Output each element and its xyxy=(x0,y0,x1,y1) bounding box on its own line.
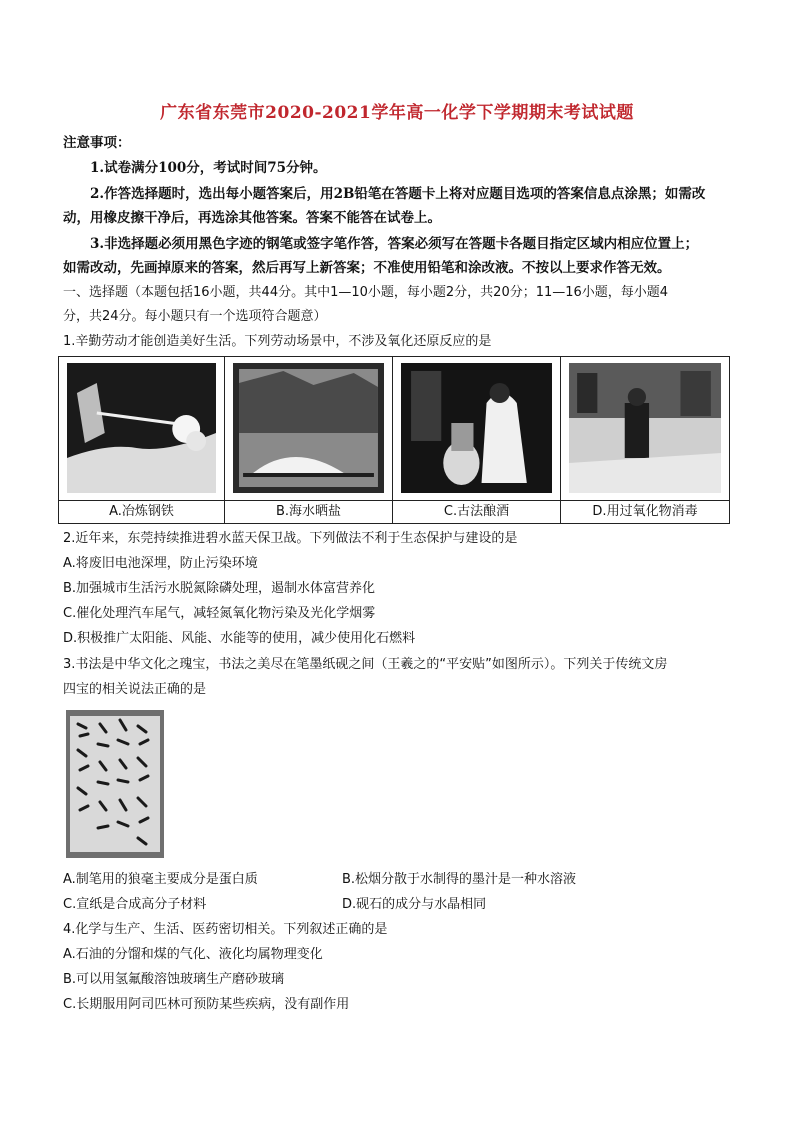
question-3-option-d: D.砚石的成分与水晶相同 xyxy=(342,897,487,912)
notice-item-2-line-2: 动，用橡皮擦干净后，再选涂其他答案。答案不能答在试卷上。 xyxy=(63,210,441,226)
question-1-image-table xyxy=(58,356,730,524)
page-title: 广东省东莞市2020-2021学年高一化学下学期期末考试试题 xyxy=(160,103,634,123)
question-4-stem: 4.化学与生产、生活、医药密切相关。下列叙述正确的是 xyxy=(63,922,388,937)
option-a-label: A.冶炼钢铁 xyxy=(59,500,224,523)
question-2-option-b: B.加强城市生活污水脱氮除磷处理，遏制水体富营养化 xyxy=(63,581,376,596)
option-c-label: C.古法酿酒 xyxy=(393,500,560,523)
question-3-stem-line-2: 四宝的相关说法正确的是 xyxy=(63,682,207,697)
option-d-label: D.用过氧化物消毒 xyxy=(561,500,729,523)
question-2-stem: 2.近年来，东莞持续推进碧水蓝天保卫战。下列做法不利于生态保护与建设的是 xyxy=(63,531,518,546)
option-b-cell xyxy=(225,357,393,523)
calligraphy-image xyxy=(66,710,164,858)
question-2-option-d: D.积极推广太阳能、风能、水能等的使用，减少使用化石燃料 xyxy=(63,631,416,646)
question-1-stem: 1.辛勤劳动才能创造美好生活。下列劳动场景中，不涉及氧化还原反应的是 xyxy=(63,334,492,349)
question-3-option-c: C.宣纸是合成高分子材料 xyxy=(63,897,207,912)
question-3-option-a: A.制笔用的狼毫主要成分是蛋白质 xyxy=(63,872,258,887)
sea-salt-drying-photo xyxy=(233,363,384,493)
section-1-heading-line-2: 分，共24分。每小题只有一个选项符合题意） xyxy=(63,309,327,324)
question-4-option-a: A.石油的分馏和煤的气化、液化均属物理变化 xyxy=(63,947,323,962)
question-3-option-b: B.松烟分散于水制得的墨汁是一种水溶液 xyxy=(342,872,577,887)
option-c-cell xyxy=(393,357,561,523)
notice-heading: 注意事项： xyxy=(63,135,131,151)
question-4-option-b: B.可以用氢氟酸溶蚀玻璃生产磨砂玻璃 xyxy=(63,972,285,987)
notice-item-3-line-2: 如需改动，先画掉原来的答案，然后再写上新答案；不准使用铅笔和涂改液。不按以上要求作答无效。 xyxy=(63,260,671,276)
option-b-label: B.海水晒盐 xyxy=(225,500,392,523)
question-4-option-c: C.长期服用阿司匹林可预防某些疾病，没有副作用 xyxy=(63,997,350,1012)
ancient-brewing-photo xyxy=(401,363,552,493)
question-2-option-c: C.催化处理汽车尾气，减轻氮氧化物污染及光化学烟雾 xyxy=(63,606,376,621)
question-2-option-a: A.将废旧电池深埋，防止污染环境 xyxy=(63,556,258,571)
section-1-heading-line-1: 一、选择题（本题包括16小题，共44分。其中1—10小题，每小题2分，共20分；11—16小题，每小题4 xyxy=(63,285,669,300)
notice-item-3-line-1: 3.非选择题必须用黑色字迹的钢笔或签字笔作答，答案必须写在答题卡各题目指定区域内相应位置上； xyxy=(90,236,699,252)
notice-item-2-line-1: 2.作答选择题时，选出每小题答案后，用2B铅笔在答题卡上将对应题目选项的答案信息点涂黑；如需改 xyxy=(90,186,706,202)
option-d-cell xyxy=(561,357,729,523)
question-3-stem-line-1: 3.书法是中华文化之瑰宝，书法之美尽在笔墨纸砚之间（王羲之的“平安贴”如图所示）。下列关于传统文房 xyxy=(63,657,668,672)
steel-smelting-photo xyxy=(67,363,216,493)
notice-item-1: 1.试卷满分100分，考试时间75分钟。 xyxy=(90,160,327,176)
peroxide-disinfection-photo xyxy=(569,363,721,493)
option-a-cell xyxy=(59,357,225,523)
